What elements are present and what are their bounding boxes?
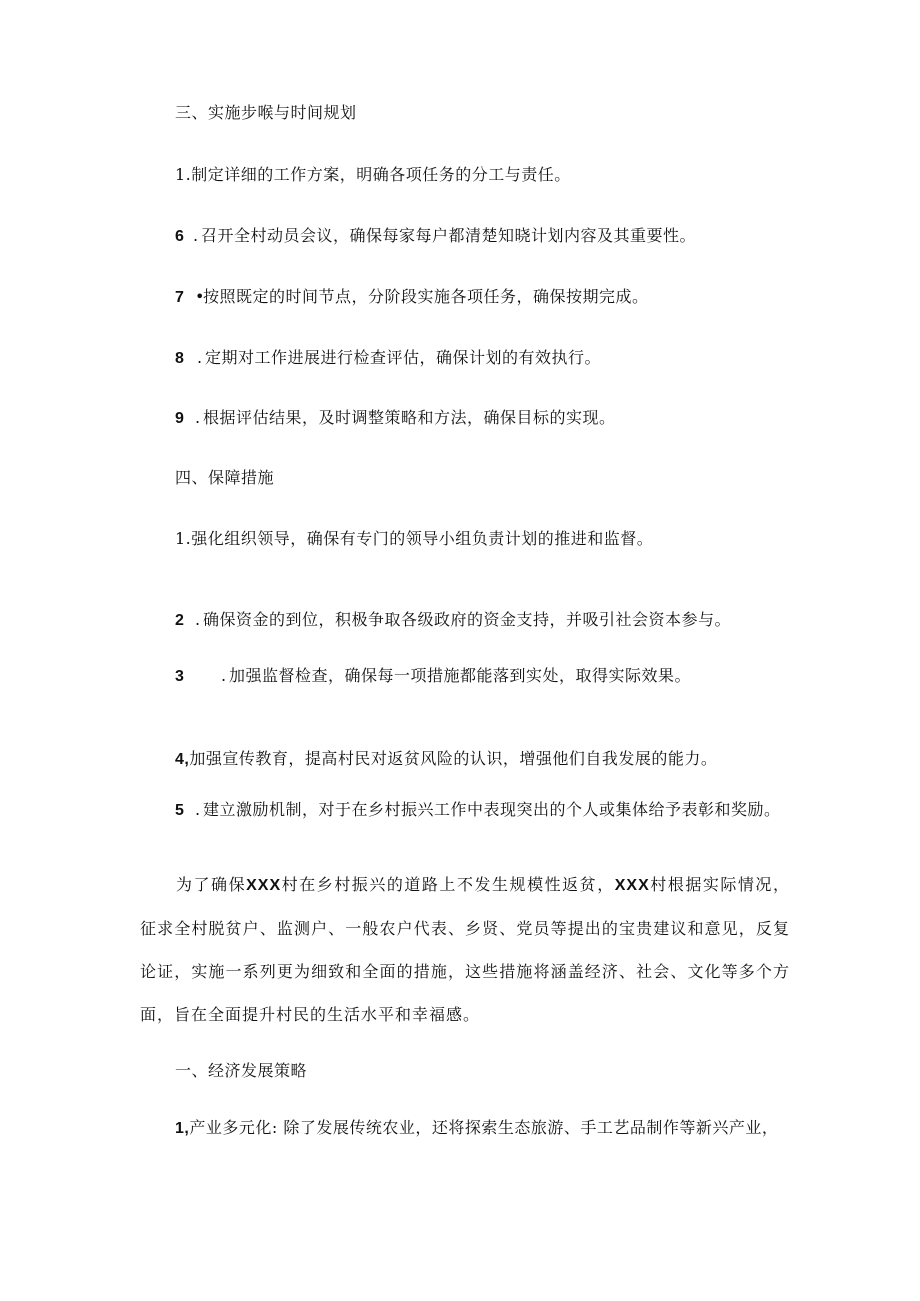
- item-separator: .: [195, 408, 201, 427]
- item-number: 3: [175, 668, 185, 685]
- list-item: [175, 408, 616, 429]
- list-item: [175, 348, 601, 369]
- list-item: [175, 226, 696, 247]
- item-text: 建立激励机制，对于在乡村振兴工作中表现突出的个人或集体给予表彰和奖励。: [203, 800, 781, 819]
- heading-text: 四、保障措施: [175, 468, 275, 487]
- item-text: 加强宣传教育，提高村民对返贫风险的认识，增强他们自我发展的能力。: [189, 749, 718, 768]
- list-item: [175, 800, 781, 821]
- item-text: 产业多元化: 除了发展传统农业，还将探索生态旅游、手工艺品制作等新兴产业，: [189, 1118, 779, 1137]
- village-placeholder: XXX: [246, 877, 282, 894]
- item-number: 6: [175, 228, 185, 245]
- item-number: 2: [175, 612, 185, 629]
- list-item: [175, 1118, 778, 1139]
- item-number: 1,: [175, 1120, 190, 1137]
- section-heading-implementation: [175, 103, 357, 123]
- intro-text-1: 为了确保: [176, 875, 247, 894]
- item-separator: .: [195, 800, 201, 819]
- list-item: [175, 165, 571, 185]
- item-separator: .: [195, 610, 201, 629]
- item-number: 5: [175, 802, 185, 819]
- item-text: 根据评估结果，及时调整策略和方法，确保目标的实现。: [203, 408, 616, 427]
- item-separator: .: [221, 666, 227, 685]
- item-separator: .: [193, 226, 199, 245]
- item-text: 按照既定的时间节点，分阶段实施各项任务，确保按期完成。: [203, 287, 649, 306]
- item-text: 制定详细的工作方案，明确各项任务的分工与责任。: [191, 165, 571, 184]
- village-placeholder: XXX: [614, 877, 650, 894]
- heading-text: 一、经济发展策略: [175, 1061, 308, 1080]
- item-number: 9: [175, 410, 185, 427]
- item-number: 1.: [175, 165, 192, 184]
- item-number: 1.: [175, 529, 192, 548]
- section-heading-economic: [175, 1061, 307, 1081]
- heading-text: 三、实施步喉与时间规划: [175, 103, 357, 122]
- list-item: [175, 610, 731, 631]
- item-number: 4,: [175, 751, 190, 768]
- list-item: [175, 529, 653, 549]
- item-number: 7: [175, 289, 185, 306]
- list-item: [175, 666, 691, 687]
- item-separator: •: [195, 287, 205, 306]
- list-item: [175, 749, 717, 770]
- item-text: 召开全村动员会议，确保每家每户都清楚知晓计划内容及其重要性。: [201, 226, 697, 245]
- item-text: 确保资金的到位，积极争取各级政府的资金支持，并吸引社会资本参与。: [203, 610, 732, 629]
- list-item: [175, 287, 649, 308]
- item-separator: .: [197, 348, 203, 367]
- intro-text-2: 村在乡村振兴的道路上不发生规模性返贫，: [281, 875, 615, 894]
- item-text: 定期对工作进展进行检查评估，确保计划的有效执行。: [205, 348, 602, 367]
- item-number: 8: [175, 350, 185, 367]
- intro-paragraph: [140, 863, 790, 1036]
- section-heading-safeguards: [175, 468, 274, 488]
- item-text: 强化组织领导，确保有专门的领导小组负责计划的推进和监督。: [191, 529, 654, 548]
- intro-text-3: 村根据实际情况，征求全村脱贫户、监测户、一般农户代表、乡贤、党员等提出的宝贵建议和意见，反复论证，实施一系列更为细致和全面的措施，这些措施将涵盖经济、社会、文化等多个方面，旨在全面提升村民的生活水平和幸福感。: [140, 875, 790, 1024]
- item-text: 加强监督检查，确保每一项措施都能落到实处，取得实际效果。: [229, 666, 692, 685]
